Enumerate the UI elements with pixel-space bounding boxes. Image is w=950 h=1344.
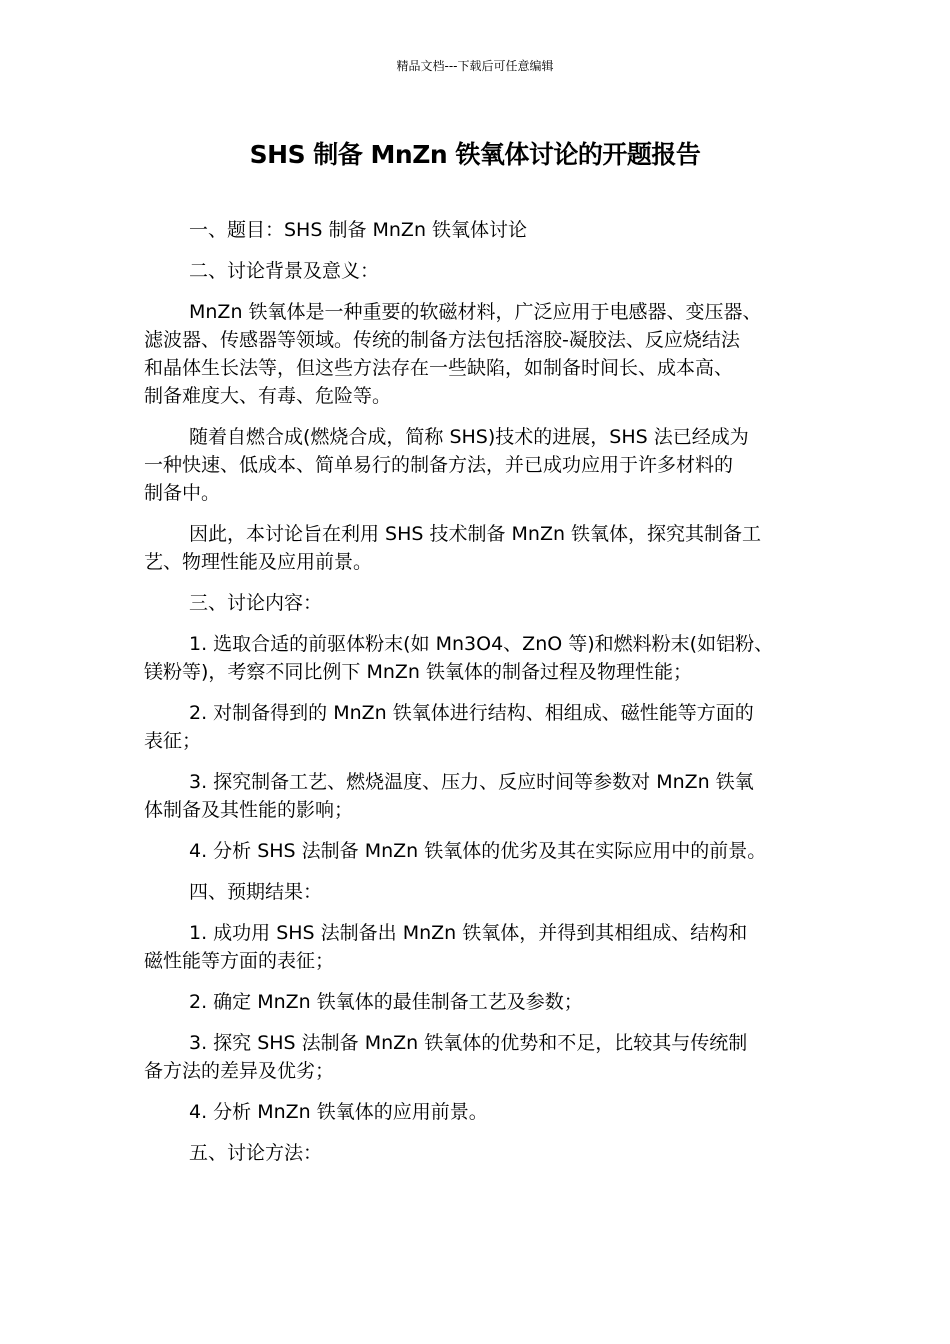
paragraph-line: 表征； bbox=[144, 730, 202, 752]
paragraph-line: 2. 确定 MnZn 铁氧体的最佳制备工艺及参数； bbox=[189, 991, 583, 1013]
paragraph bbox=[144, 216, 814, 244]
paragraph-line: 体制备及其性能的影响； bbox=[144, 799, 354, 821]
paragraph-line: 3. 探究制备工艺、燃烧温度、压力、反应时间等参数对 MnZn 铁氧 bbox=[189, 771, 754, 793]
paragraph-line: 五、讨论方法： bbox=[189, 1142, 323, 1164]
paragraph bbox=[144, 919, 814, 975]
page-header: 精品文档---下载后可任意编辑 bbox=[396, 59, 554, 73]
paragraph bbox=[144, 630, 814, 686]
paragraph bbox=[144, 423, 814, 507]
paragraph-line: 随着自燃合成(燃烧合成，简称 SHS)技术的进展，SHS 法已经成为 bbox=[189, 426, 749, 448]
paragraph-line: 4. 分析 SHS 法制备 MnZn 铁氧体的优劣及其在实际应用中的前景。 bbox=[189, 840, 767, 862]
paragraph-line: 因此，本讨论旨在利用 SHS 技术制备 MnZn 铁氧体，探究其制备工 bbox=[189, 523, 762, 545]
paragraph-line: 二、讨论背景及意义： bbox=[189, 260, 380, 282]
paragraph-line: 镁粉等)，考察不同比例下 MnZn 铁氧体的制备过程及物理性能； bbox=[144, 661, 692, 683]
paragraph bbox=[144, 878, 814, 906]
paragraph-line: 三、讨论内容： bbox=[189, 592, 323, 614]
paragraph bbox=[144, 988, 814, 1016]
document-body bbox=[144, 216, 814, 1180]
paragraph-line: 1. 选取合适的前驱体粉末(如 Mn3O4、ZnO 等)和燃料粉末(如铝粉、 bbox=[189, 633, 774, 655]
paragraph-line: 4. 分析 MnZn 铁氧体的应用前景。 bbox=[189, 1101, 488, 1123]
paragraph bbox=[144, 837, 814, 865]
paragraph bbox=[144, 1139, 814, 1167]
paragraph bbox=[144, 699, 814, 755]
paragraph-line: 备方法的差异及优劣； bbox=[144, 1060, 335, 1082]
paragraph-line: 和晶体生长法等，但这些方法存在一些缺陷，如制备时间长、成本高、 bbox=[144, 357, 734, 379]
paragraph-line: 3. 探究 SHS 法制备 MnZn 铁氧体的优势和不足，比较其与传统制 bbox=[189, 1032, 748, 1054]
document-title: SHS 制备 MnZn 铁氧体讨论的开题报告 bbox=[249, 140, 701, 169]
paragraph-line: 艺、物理性能及应用前景。 bbox=[144, 551, 373, 573]
paragraph-line: 制备难度大、有毒、危险等。 bbox=[144, 385, 392, 407]
paragraph-line: 磁性能等方面的表征； bbox=[144, 950, 335, 972]
paragraph bbox=[144, 589, 814, 617]
paragraph-line: 1. 成功用 SHS 法制备出 MnZn 铁氧体，并得到其相组成、结构和 bbox=[189, 922, 748, 944]
paragraph-line: 四、预期结果： bbox=[189, 881, 323, 903]
paragraph bbox=[144, 298, 814, 410]
paragraph bbox=[144, 768, 814, 824]
paragraph-line: 滤波器、传感器等领域。传统的制备方法包括溶胶-凝胶法、反应烧结法 bbox=[144, 329, 740, 351]
paragraph-line: 一、题目：SHS 制备 MnZn 铁氧体讨论 bbox=[189, 219, 528, 241]
paragraph bbox=[144, 520, 814, 576]
paragraph bbox=[144, 257, 814, 285]
paragraph-line: 2. 对制备得到的 MnZn 铁氧体进行结构、相组成、磁性能等方面的 bbox=[189, 702, 754, 724]
paragraph bbox=[144, 1029, 814, 1085]
paragraph-line: MnZn 铁氧体是一种重要的软磁材料，广泛应用于电感器、变压器、 bbox=[189, 301, 762, 323]
paragraph-line: 制备中。 bbox=[144, 482, 221, 504]
paragraph-line: 一种快速、低成本、简单易行的制备方法，并已成功应用于许多材料的 bbox=[144, 454, 734, 476]
paragraph bbox=[144, 1098, 814, 1126]
